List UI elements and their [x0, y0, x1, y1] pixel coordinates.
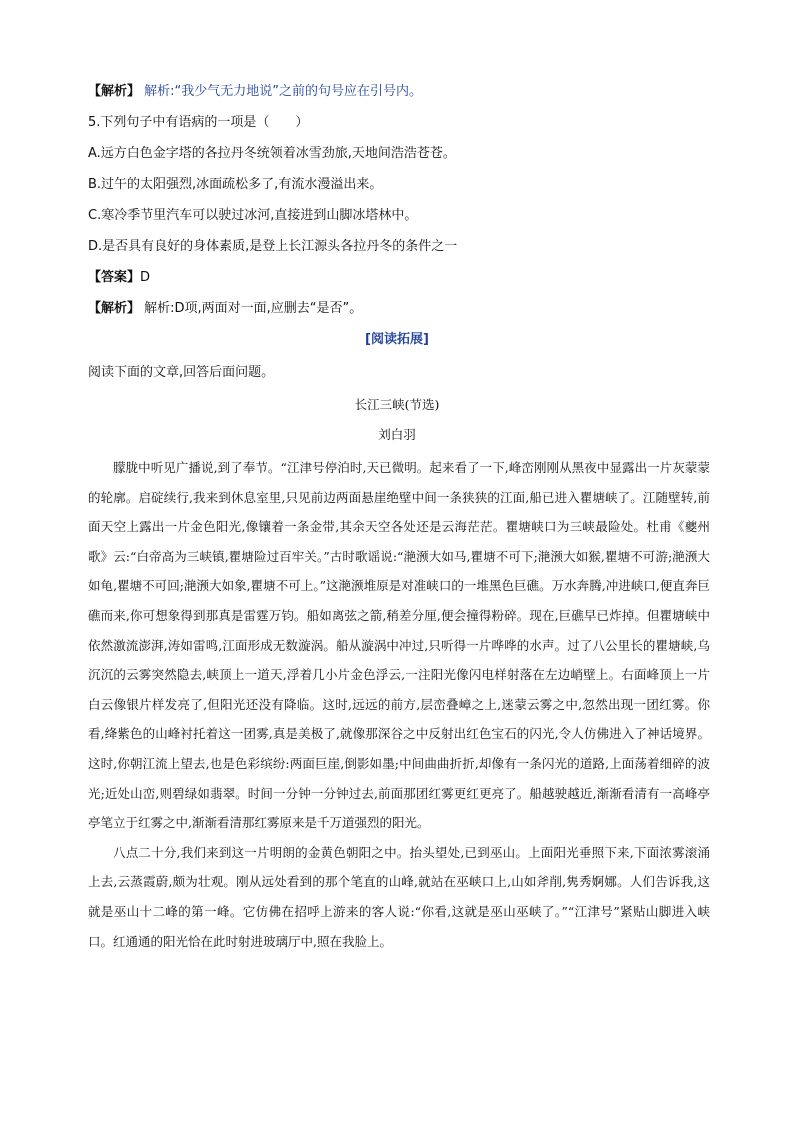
article-paragraph: 朦胧中听见广播说,到了奉节。“江津号停泊时,天已微明。起来看了一下,峰峦刚刚从黑夜中显露出一片灰蒙蒙的轮廓。启碇续行,我来到休息室里,只见前边两面悬崖绝壁中间一条狭狭的江面,船已进入瞿塘峡了。江随壁转,前面天空上露出一片金色阳光,像镶着一条金带,其余天空各处还是云海茫茫。瞿塘峡口为三峡最险处。杜甫《夔州歌》云:“白帝高为三峡镇,瞿塘险过百牢关。”古时歌谣说:“滟滪大如马,瞿塘不可下;滟滪大如猴,瞿塘不可游;滟滪大如龟,瞿塘不可回;滟滪大如象,瞿塘不可上。”这滟滪堆原是对准峡口的一堆黑色巨礁。万水奔腾,冲进峡口,便直奔巨礁而来,你可想象得到那真是雷霆万钧。船如离弦之箭,稍差分厘,便会撞得粉碎。现在,巨礁早已炸掉。但瞿塘峡中依然激流澎湃,涛如雷鸣,江面形成无数漩涡。船从漩涡中冲过,只听得一片哗哗的水声。过了八公里长的瞿塘峡,乌沉沉的云雾突然隐去,峡顶上一道天,浮着几小片金色浮云,一注阳光像闪电样射落在左边峭壁上。右面峰顶上一片白云像银片样发亮了,但阳光还没有降临。这时,远远的前方,层峦叠嶂之上,迷蒙云雾之中,忽然出现一团红雾。你看,绛紫色的山峰衬托着这一团雾,真是美极了,就像那深谷之中反射出红色宝石的闪光,令人仿佛进入了神话境界。这时,你朝江流上望去,也是色彩缤纷:两面巨崖,倒影如墨;中间曲曲折折,却像有一条闪光的道路,上面荡着细碎的波光;近处山峦,则碧绿如翡翠。时间一分钟一分钟过去,前面那团红雾更红更亮了。船越驶越近,渐渐看清有一高峰亭亭笔立于红雾之中,渐渐看清那红雾原来是千万道强烈的阳光。: [88, 460, 710, 831]
analysis-text: 解析:“我少气无力地说”之前的句号应在引号内。: [144, 84, 423, 99]
article-author: 刘白羽: [378, 427, 416, 442]
option-a: A.远方白色金字塔的各拉丹冬统领着冰雪劲旅,天地间浩浩苍苍。: [88, 146, 456, 161]
answer-line: [88, 269, 150, 287]
analysis-2: [88, 300, 362, 318]
answer-value: D: [140, 270, 151, 285]
article-title: 长江三峡(节选): [354, 397, 440, 412]
analysis-1: [88, 83, 422, 101]
article-body: [88, 453, 710, 956]
article-paragraph: 八点二十分,我们来到这一片明朗的金黄色朝阳之中。抬头望处,已到巫山。上面阳光垂照下来,下面浓雾滚涌上去,云蒸霞蔚,颇为壮观。刚从远处看到的那个笔直的山峰,就站在巫峡口上,山如斧削,隽秀婀娜。人们告诉我,这就是巫山十二峰的第一峰。它仿佛在招呼上游来的客人说:“你看,这就是巫山巫峡了。”“江津号”紧贴山脚进入峡口。红通通的阳光恰在此时射进玻璃厅中,照在我脸上。: [88, 844, 710, 949]
option-c: C.寒冷季节里汽车可以驶过冰河,直接进到山脚冰塔林中。: [88, 208, 418, 223]
section-heading: [阅读拓展]: [365, 332, 429, 347]
analysis-tag: 【解析】: [88, 84, 141, 99]
question-5-stem: 5.下列句子中有语病的一项是（ ）: [88, 115, 309, 130]
answer-tag: 【答案】: [88, 270, 141, 285]
analysis-tag: 【解析】: [88, 301, 141, 316]
analysis-text: 解析:D项,两面对一面,应删去“是否”。: [144, 301, 363, 316]
option-b: B.过午的太阳强烈,冰面疏松多了,有流水漫溢出来。: [88, 177, 383, 192]
reading-instruction: 阅读下面的文章,回答后面问题。: [88, 365, 275, 380]
option-d: D.是否具有良好的身体素质,是登上长江源头各拉丹冬的条件之一: [88, 239, 458, 254]
